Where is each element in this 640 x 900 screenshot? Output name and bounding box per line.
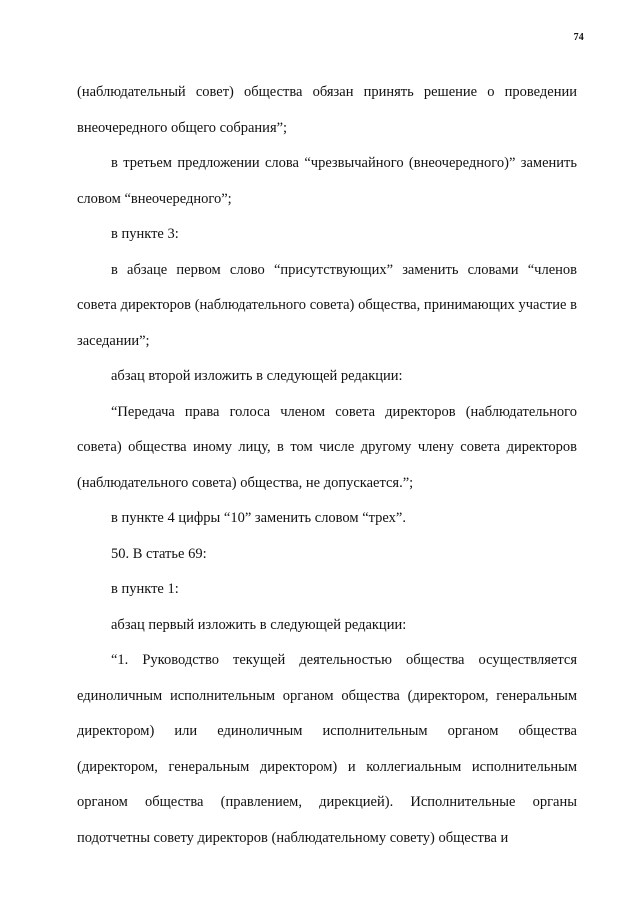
page-number: 74 (573, 32, 584, 43)
document-paragraph: абзац первый изложить в следующей редакции: (111, 616, 407, 633)
document-paragraph: 50. В статье 69: (111, 545, 207, 562)
document-paragraph: “1. Руководство текущей деятельностью общества осуществляется единоличным исполнительным органом общества (директором, генеральным директором) или единоличным исполнительным органом общества (директором, генеральным директором) и коллегиальным исполнительным органом общества (правлением, дирекцией). Исполнительные органы подотчетны совету директоров (наблюдательному совету) общества и (77, 652, 577, 846)
document-paragraph: в пункте 1: (111, 581, 179, 597)
document-paragraph: в пункте 4 цифры “10” заменить словом “трех”. (111, 510, 406, 526)
document-paragraph: (наблюдательный совет) общества обязан принять решение о проведении внеочередного общего собрания”; (77, 84, 577, 136)
document-paragraph: в абзаце первом слово “присутствующих” заменить словами “членов совета директоров (наблюдательного совета) общества, принимающих участие в заседании”; (77, 261, 577, 349)
document-body (77, 75, 577, 856)
document-paragraph: “Передача права голоса членом совета директоров (наблюдательного совета) общества иному лицу, в том числе другому члену совета директоров (наблюдательного совета) общества, не допускается.”; (77, 403, 577, 491)
document-paragraph: абзац второй изложить в следующей редакции: (111, 368, 403, 384)
document-paragraph: в пункте 3: (111, 226, 179, 242)
document-paragraph: в третьем предложении слова “чрезвычайного (внеочередного)” заменить словом “внеочередного”; (77, 155, 577, 207)
